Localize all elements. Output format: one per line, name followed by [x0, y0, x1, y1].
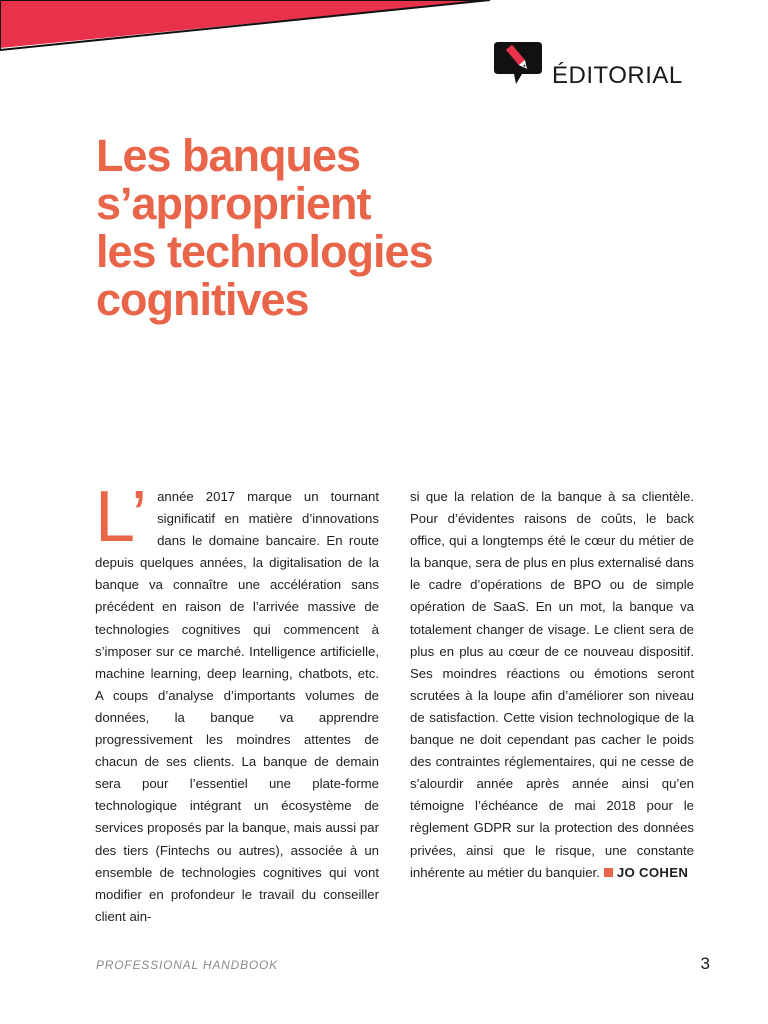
- right-paragraph: [410, 486, 694, 884]
- pen-speech-bubble-icon: [492, 40, 544, 90]
- right-column-text: si que la relation de la banque à sa clientèle. Pour d’évidentes raisons de coûts, le back office, qui a longtemps été le cœur du métier de la banque, sera de plus en plus externalisé dans le cadre d’opérations de BPO ou de simple opération de SaaS. En un mot, la banque va totalement changer de visage. Le client sera de plus en plus au cœur de ce nouveau dispositif. Ses moindres réactions ou émotions seront scrutées à la loupe afin d’améliorer son niveau de satisfaction. Cette vision technologique de la banque ne doit cependant pas cacher le poids des contraintes réglementaires, qui ne cesse de s’alourdir année après année ainsi qu’en témoigne l’échéance de mai 2018 pour le règlement GDPR sur la protection des données privées, ainsi que le risque, une constante inhérente au métier du banquier.: [410, 489, 694, 880]
- left-paragraph: [95, 477, 379, 928]
- section-label: ÉDITORIAL: [552, 62, 683, 89]
- title-line: cognitives: [96, 274, 309, 325]
- title-line: les technologies: [96, 226, 433, 277]
- page-number: 3: [700, 954, 710, 973]
- signature-square-icon: [604, 868, 613, 877]
- article-title: [96, 132, 656, 324]
- header-banner: [0, 0, 768, 60]
- left-column-text: année 2017 marque un tournant significatif en matière d’innovations dans le domaine bancaire. En route depuis quelques années, la digitalisation de la banque va connaître une accélération sans précédent en raison de l’arrivée massive de technologies cognitives qui commencent à s’imposer sur ce marché. Intelligence artificielle, machine learning, deep learning, chatbots, etc. A coups d’analyse d’importants volumes de données, la banque va apprendre progressivement les moindres attentes de chacun de ses clients. La banque de demain sera pour l’essentiel une plate-forme technologique intégrant un écosystème de services proposés par la banque, mais aussi par des tiers (Fintechs ou autres), associée à un ensemble de technologies cognitives qui vont modifier en profondeur le travail du conseiller client ain-: [95, 489, 379, 924]
- article-column-left: [95, 477, 379, 928]
- drop-cap: L’: [95, 477, 148, 557]
- author-name: JO COHEN: [616, 864, 689, 880]
- title-line: s’approprient: [96, 178, 371, 229]
- title-line: Les banques: [96, 130, 361, 181]
- article-column-right: [410, 486, 694, 884]
- publication-name: PROFESSIONAL HANDBOOK: [96, 958, 278, 972]
